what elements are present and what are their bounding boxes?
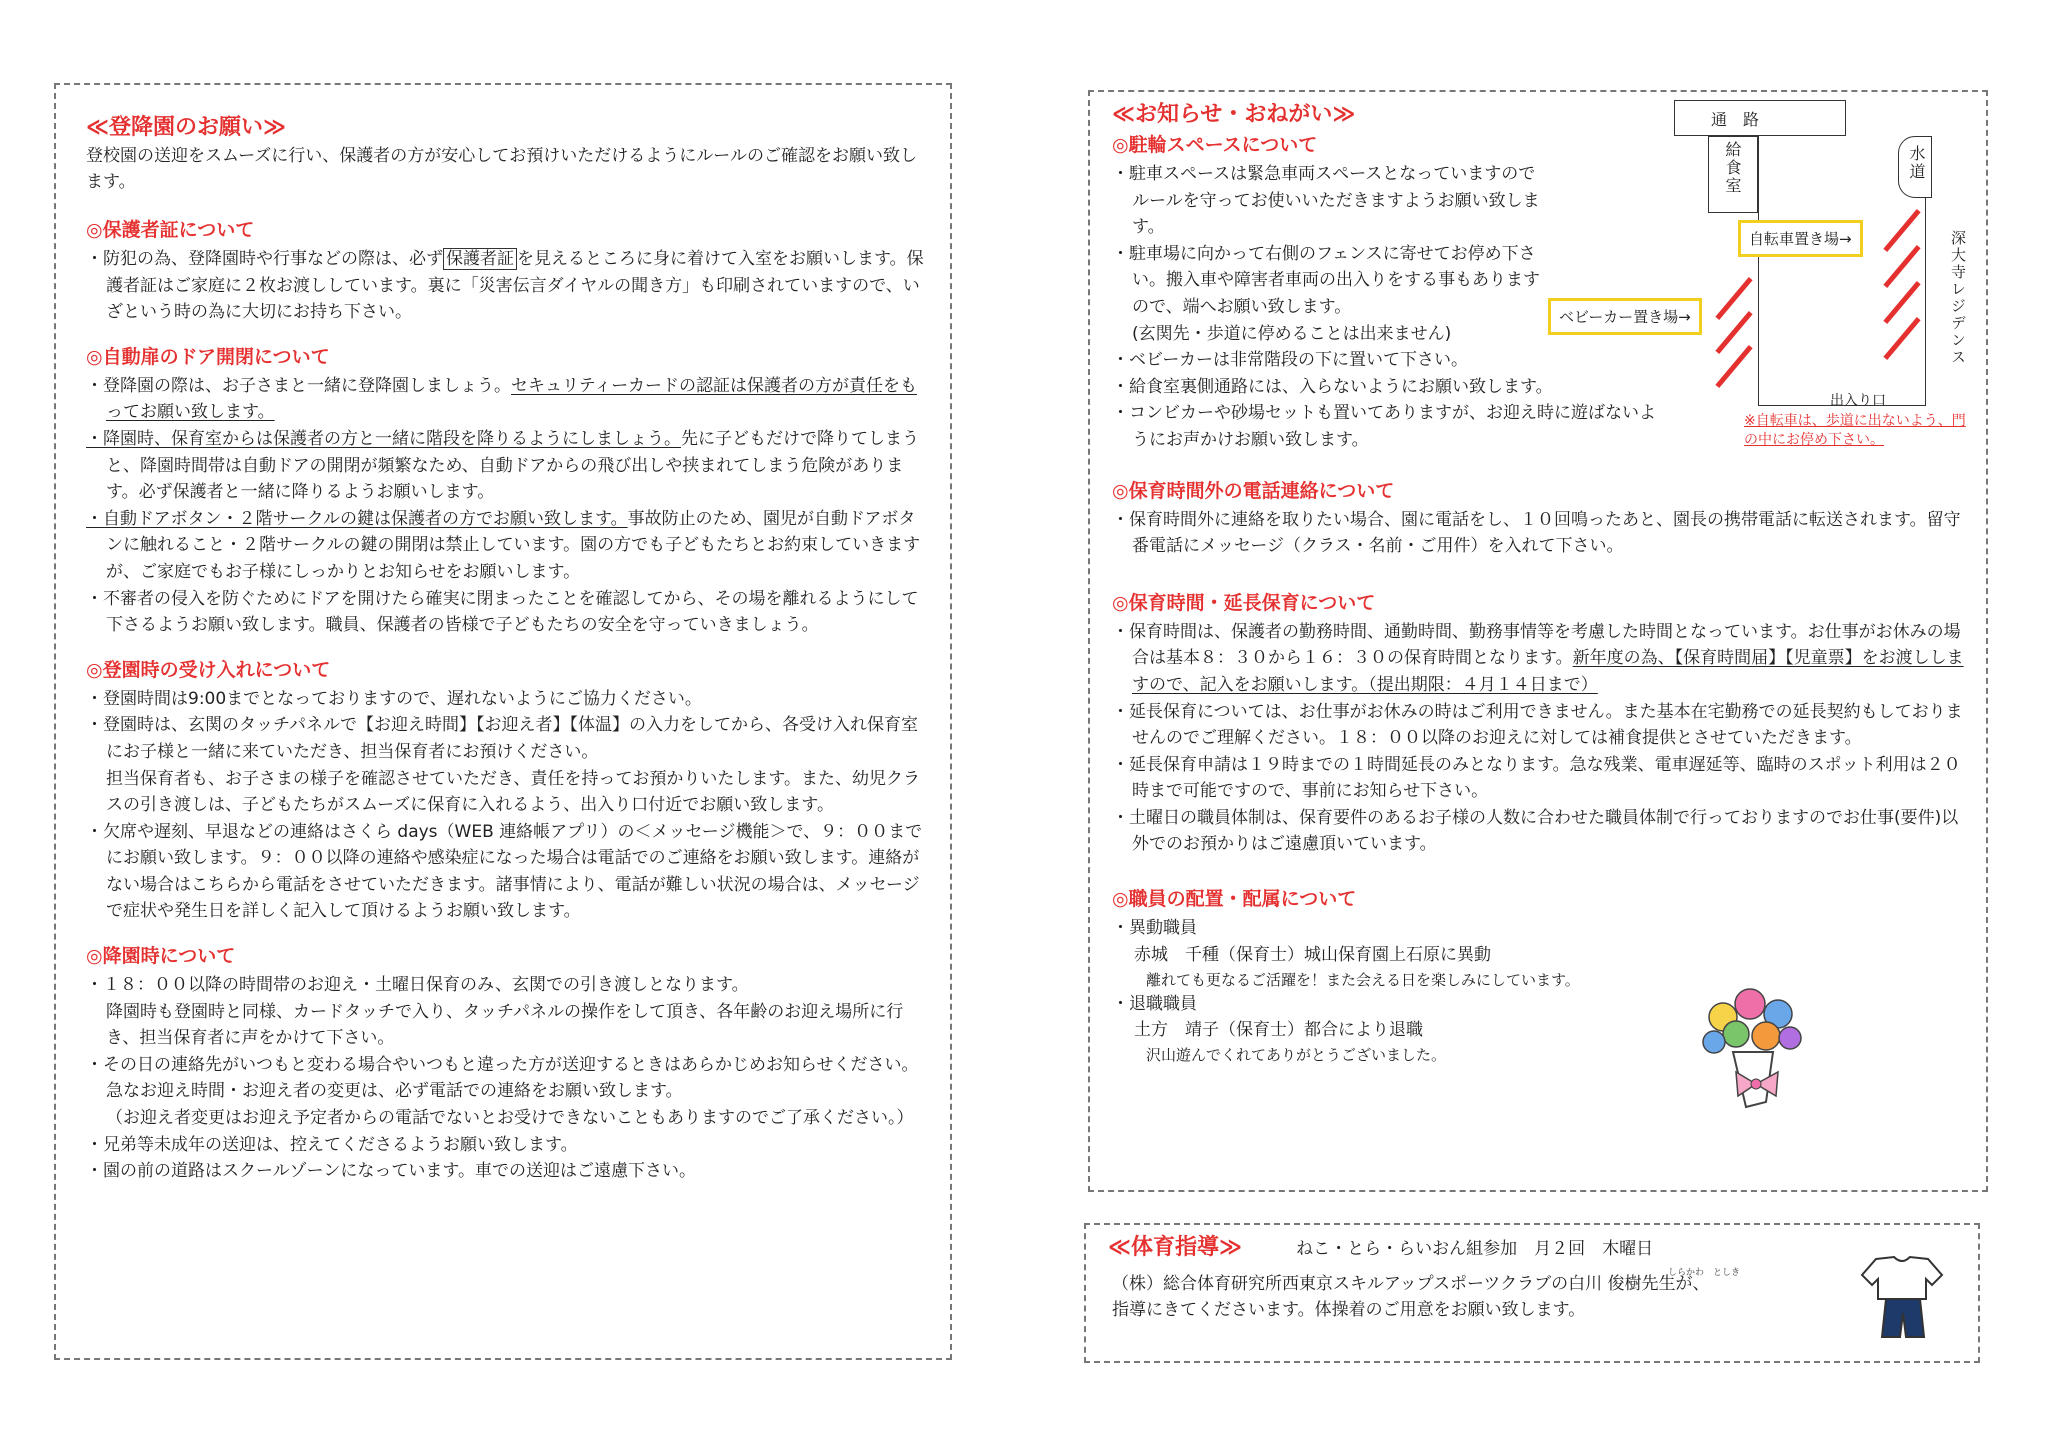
auto-door-item-2: ・降園時、保育室からは保護者の方と一緒に階段を降りるようにしましょう。先に子どもだけで降りてしまうと、降園時間帯は自動ドアの開閉が頻繁なため、自動ドアからの飛び出しや挟まれてしまう危険があります。必ず保護者と一緒に降りるようお願いします。 bbox=[86, 428, 919, 503]
panel-title: ≪登降園のお願い≫ bbox=[86, 115, 287, 140]
bicycle-note: ※自転車は、歩道に出ないよう、門の中にお停め下さい。 bbox=[1744, 413, 1966, 448]
transfer-line: 赤城 千種（保育士）城山保育園上石原に異動 bbox=[1134, 944, 1491, 965]
guardian-card-heading: ◎保護者証について bbox=[86, 219, 255, 241]
arrival-item-3: ・欠席や遅刻、早退などの連絡はさくら days（WEB 連絡帳アプリ）の＜メッセージ機能＞で、９：００までにお願い致します。９：００以降の連絡や感染症になった場合は電話でのご連絡をお願い致します。連絡がない場合はこちらから電話をさせていただきます。諸事情により、電話が難しい状況の場合は、メッセージで症状や発生日を詳しく記入して頂けるようお願い致します。 bbox=[86, 821, 923, 922]
entrance-label: 出入り口 bbox=[1830, 393, 1886, 409]
arrival-heading: ◎登園時の受け入れについて bbox=[86, 658, 331, 681]
parking-item-2-cont: (玄関先・歩道に停めることは出来ません) bbox=[1132, 323, 1452, 344]
parking-item-3: ・ベビーカーは非常階段の下に置いて下さい。 bbox=[1112, 350, 1468, 371]
road-block: 通 路 bbox=[1674, 100, 1846, 136]
transfer-message: 離れても更なるご活躍を！また会える日を楽しみにしています。 bbox=[1146, 970, 1580, 989]
hours-item-3: ・延長保育申請は１９時までの１時間延長のみとなります。急な残業、電車遅延等、臨時のスポット利用は２０時まで可能ですので、事前にお知らせ下さい。 bbox=[1112, 754, 1961, 802]
bicycle-parking-label: 自転車置き場→ bbox=[1738, 220, 1863, 257]
hours-heading: ◎保育時間・延長保育について bbox=[1112, 591, 1376, 614]
arrival-item-2: ・登園時は、玄関のタッチパネルで【お迎え時間】【お迎え者】【体温】の入力をしてから、各受け入れ保育室にお子様と一緒に来ていただき、担当保育者にお預けください。 bbox=[86, 715, 918, 762]
retire-label: ・退職職員 bbox=[1112, 993, 1197, 1014]
departure-item-1: ・１８：００以降の時間帯のお迎え・土曜日保育のみ、玄関での引き渡しとなります。 bbox=[86, 975, 749, 996]
retire-message: 沢山遊んでくれてありがとうございました。 bbox=[1146, 1046, 1447, 1065]
departure-item-1-cont: 降園時も登園時と同様、カードタッチで入り、タッチパネルの操作をして頂き、各年齢のお迎え場所に行き、担当保育者に声をかけて下さい。 bbox=[106, 1001, 904, 1049]
departure-heading: ◎降園時について bbox=[86, 945, 236, 968]
auto-door-heading: ◎自動扉のドア開閉について bbox=[86, 345, 330, 368]
departure-item-2-cont: （お迎え者変更はお迎え予定者からの電話でないとお受けできないこともありますのでご了承ください。） bbox=[106, 1108, 914, 1129]
guardian-card-item: ・防犯の為、登降園時や行事などの際は、必ず 保護者証 を見えるところに身に着けて入室をお願いします。保護者証はご家庭に２枚お渡ししています。裏に「災害伝言ダイヤルの聞き方」も印刷されていますので、いざという時の為に大切にお持ち下さい。 bbox=[86, 249, 924, 323]
hours-item-2: ・延長保育については、お仕事がお休みの時はご利用できません。また基本在宅勤務での延長契約もしておりませんのでご理解ください。１８：００以降のお迎えに対しては補食提供とさせていただきます。 bbox=[1112, 701, 1963, 749]
kitchen-block: 給食室 bbox=[1708, 136, 1758, 213]
arrival-item-1: ・登園時間は9:00までとなっておりますので、遅れないようにご協力ください。 bbox=[86, 688, 702, 709]
parking-map bbox=[1548, 100, 1976, 448]
gym-clothes-icon bbox=[1856, 1253, 1948, 1343]
arrival-item-2-cont: 担当保育者も、お子さまの様子を確認させていただき、責任を持ってお預かりいたします。また、幼児クラスの引き渡しは、子どもたちがスムーズに保育に入れるよう、出入り口付近でお願い致します。 bbox=[106, 768, 920, 816]
water-tap-block: 水道 bbox=[1898, 136, 1932, 198]
departure-item-2: ・その日の連絡先がいつもと変わる場合やいつもと違った方が送迎するときはあらかじめお知らせください。急なお迎え時間・お迎え者の変更は、必ず電話での連絡をお願い致します。 bbox=[86, 1054, 919, 1102]
parking-heading: ◎駐輪スペースについて bbox=[1112, 134, 1318, 156]
residence-label: 深大寺レジデンス bbox=[1949, 230, 1967, 366]
parking-item-5: ・コンビカーや砂場セットも置いてありますが、お迎え時に遊ばないようにお声かけお願い致します。 bbox=[1112, 403, 1656, 450]
bouquet-icon bbox=[1678, 972, 1828, 1122]
staff-heading: ◎職員の配置・配属について bbox=[1112, 888, 1357, 911]
auto-door-item-3: ・自動ドアボタン・２階サークルの鍵は保護者の方でお願い致します。事故防止のため、園児が自動ドアボタンに触れること・２階サークルの鍵の開閉は禁止しています。園の方でも子どもたちとお約束していきますが、ご家庭でもお子様にしっかりとお知らせをお願いします。 bbox=[86, 508, 921, 582]
pe-instruction-panel bbox=[1084, 1223, 1980, 1363]
parking-item-2: ・駐車場に向かって右側のフェンスに寄せてお停め下さい。搬入車や障害者車両の出入りをする事もありますので、端へお願い致します。 bbox=[1112, 243, 1540, 317]
departure-item-4: ・園の前の道路はスクールゾーンになっています。車での送迎はご遠慮下さい。 bbox=[86, 1161, 696, 1182]
hours-item-4: ・土曜日の職員体制は、保育要件のあるお子様の人数に合わせた職員体制で行っておりますのでお仕事(要件)以外でのお預かりはご遠慮頂いています。 bbox=[1112, 807, 1959, 855]
hours-item-1: ・保育時間は、保護者の勤務時間、通勤時間、勤務事情等を考慮した時間となっています。お仕事がお休みの場合は基本８：３０から１６：３０の保育時間となります。新年度の為、【保育時間届】【児童票】をお渡ししますので、記入をお願いします。（提出期限：４月１４日まで） bbox=[1112, 621, 1964, 695]
guardian-card-boxed-term: 保護者証 bbox=[443, 248, 517, 270]
arrival-departure-panel bbox=[54, 83, 952, 1360]
departure-item-3: ・兄弟等未成年の送迎は、控えてくださるようお願い致します。 bbox=[86, 1134, 578, 1155]
intro-text: 登校園の送迎をスムーズに行い、保護者の方が安心してお預けいただけるようにルールのご確認をお願い致します。 bbox=[86, 146, 917, 192]
auto-door-item-1: ・登降園の際は、お子さまと一緒に登降園しましょう。セキュリティーカードの認証は保護者の方が責任をもってお願い致します。 bbox=[86, 375, 917, 423]
parking-item-1: ・駐車スペースは緊急車両スペースとなっていますのでルールを守ってお使いいただきますようお願い致します。 bbox=[1112, 164, 1540, 238]
name-ruby: しらかわ としき bbox=[1668, 1268, 1741, 1278]
phone-item-1: ・保育時間外に連絡を取りたい場合、園に電話をし、１０回鳴ったあと、園長の携帯電話に転送されます。留守番電話にメッセージ（クラス・名前・ご用件）を入れて下さい。 bbox=[1112, 509, 1961, 557]
retire-line: 土方 靖子（保育士）都合により退職 bbox=[1134, 1020, 1423, 1041]
phone-heading: ◎保育時間外の電話連絡について bbox=[1112, 479, 1395, 502]
auto-door-item-4: ・不審者の侵入を防ぐためにドアを開けたら確実に閉まったことを確認してから、その場を離れるようにして下さるようお願い致します。職員、保護者の皆様で子どもたちの安全を守っていきましょう。 bbox=[86, 588, 919, 636]
pe-title: ≪体育指導≫ bbox=[1108, 1235, 1243, 1260]
parking-item-4: ・給食室裏側通路には、入らないようにお願い致します。 bbox=[1112, 376, 1553, 397]
panel-title: ≪お知らせ・おねがい≫ bbox=[1112, 102, 1356, 127]
pe-schedule: ねこ・とら・らいおん組参加 月２回 木曜日 bbox=[1296, 1239, 1654, 1259]
pe-line-2: 指導にきてくださいます。体操着のご用意をお願い致します。 bbox=[1112, 1300, 1586, 1320]
stroller-parking-label: ベビーカー置き場→ bbox=[1548, 298, 1702, 335]
pe-line-1: （株）総合体育研究所西東京スキルアップスポーツクラブの白川 俊樹先生が、 bbox=[1112, 1274, 1710, 1294]
transfer-label: ・異動職員 bbox=[1112, 918, 1197, 939]
